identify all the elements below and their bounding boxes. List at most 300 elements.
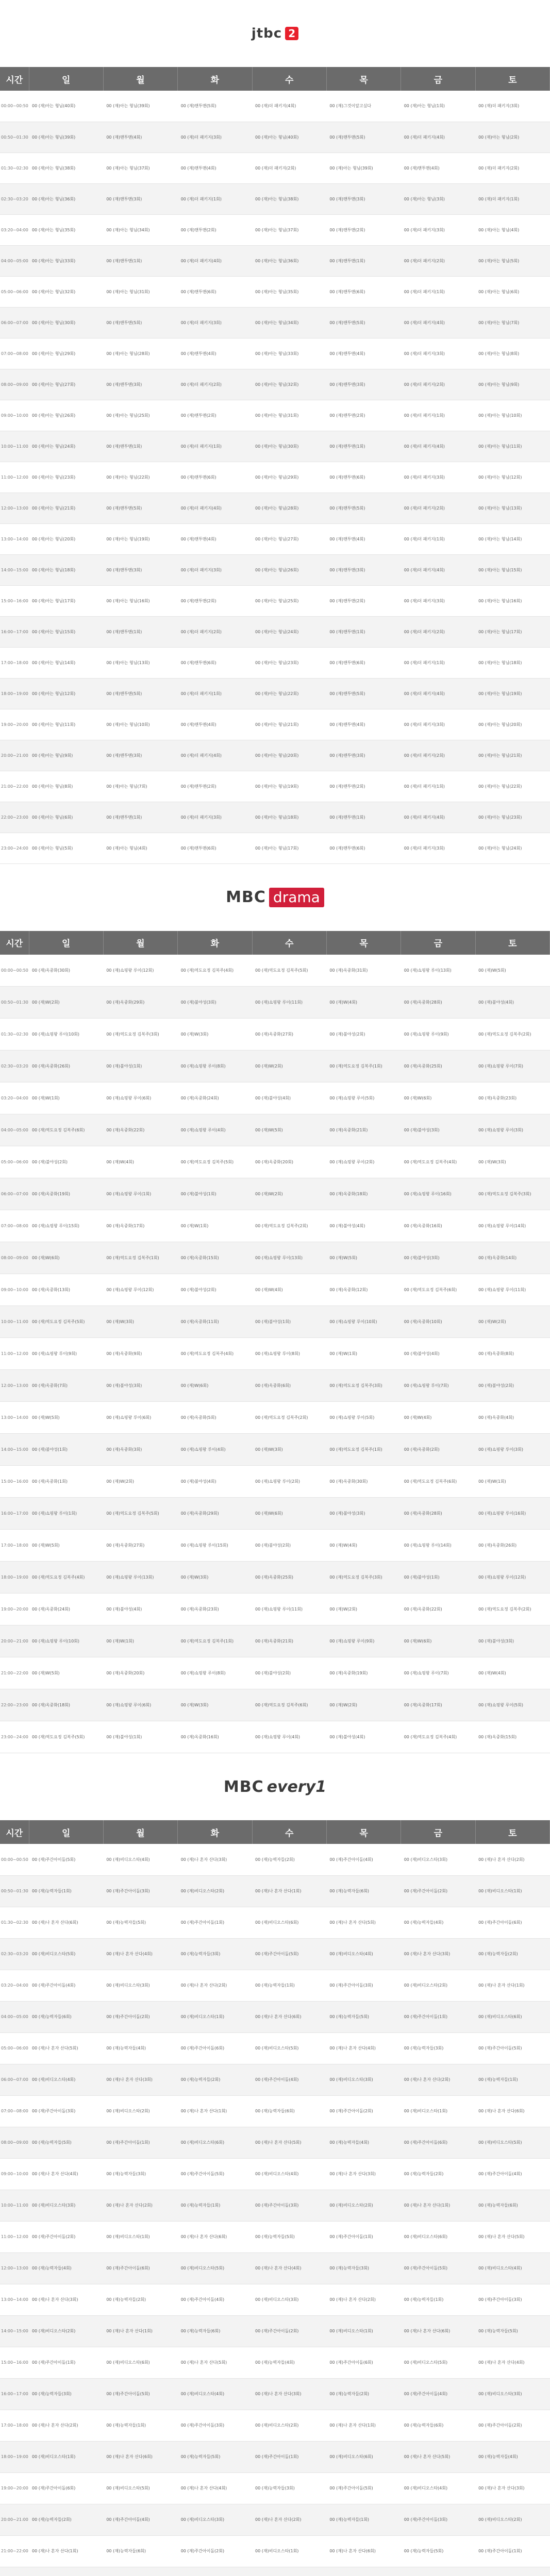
program-cell: 00 (재)맨투맨(3회) xyxy=(103,554,177,585)
time-cell: 19:00~20:00 xyxy=(0,1594,29,1625)
program-cell: 00 (재)불야성(1회) xyxy=(401,1562,475,1594)
time-cell: 19:00~20:00 xyxy=(0,709,29,740)
program-cell: 00 (재)아는 형님(5회) xyxy=(29,833,103,863)
program-cell: 00 (재)나 혼자 산다(2회) xyxy=(401,2064,475,2095)
program-cell: 00 (재)불야성(4회) xyxy=(103,1594,177,1625)
program-cell: 00 (재)쇼핑왕 루이(6회) xyxy=(103,1082,177,1114)
table-row xyxy=(0,1338,550,1370)
program-cell xyxy=(475,2567,549,2576)
program-cell: 00 (재)맨투맨(3회) xyxy=(326,554,401,585)
time-cell: 00:50~01:30 xyxy=(0,122,29,152)
program-cell: 00 (재)역도요정 김복주(3회) xyxy=(475,1178,549,1210)
program-cell: 00 (재)불야성(2회) xyxy=(252,1530,326,1562)
program-cell: 00 (재)주간아이돌(5회) xyxy=(401,2252,475,2284)
program-cell: 00 (재)옥중화(16회) xyxy=(401,1210,475,1242)
program-cell: 00 (재)능력자들(6회) xyxy=(252,2095,326,2127)
time-cell: 14:00~15:00 xyxy=(0,1434,29,1466)
program-cell: 00 (재)더 패키지(4회) xyxy=(401,122,475,152)
program-cell: 00 (재)나 혼자 산다(2회) xyxy=(252,2504,326,2535)
program-cell: 00 (재)옥중화(23회) xyxy=(475,1082,549,1114)
table-row xyxy=(0,2410,550,2441)
header-sat: 토 xyxy=(475,931,549,955)
program-cell: 00 (재)아는 형님(23회) xyxy=(29,462,103,493)
table-row xyxy=(0,833,550,863)
program-cell: 00 (재)쇼핑왕 루이(1회) xyxy=(29,1498,103,1530)
program-cell: 00 (재)아는 형님(24회) xyxy=(252,616,326,647)
program-cell: 00 (재)쇼핑왕 루이(13회) xyxy=(401,955,475,987)
table-row xyxy=(0,2001,550,2032)
program-cell: 00 (재)역도요정 김복주(6회) xyxy=(252,1689,326,1721)
program-cell: 00 (재)옥중화(26회) xyxy=(29,1050,103,1082)
program-cell: 00 (재)W(2회) xyxy=(326,1689,401,1721)
program-cell: 00 (재)쇼핑왕 루이(14회) xyxy=(475,1210,549,1242)
program-cell: 00 (재)비디오스타(3회) xyxy=(326,2064,401,2095)
program-cell: 00 (재)불야성(3회) xyxy=(401,1114,475,1146)
table-row xyxy=(0,1434,550,1466)
table-row xyxy=(0,1530,550,1562)
program-cell: 00 (재)비디오스타(2회) xyxy=(178,1875,252,1907)
program-cell: 00 (재)불야성(2회) xyxy=(252,1657,326,1689)
program-cell: 00 (재)비디오스타(1회) xyxy=(326,2315,401,2347)
time-cell: 10:00~11:00 xyxy=(0,1306,29,1338)
program-cell: 00 (재)나 혼자 산다(6회) xyxy=(178,2221,252,2252)
time-cell: 14:00~15:00 xyxy=(0,2315,29,2347)
program-cell: 00 (재)주간아이돌(5회) xyxy=(103,2378,177,2410)
program-cell: 00 (재)옥중화(12회) xyxy=(326,1274,401,1306)
program-cell xyxy=(103,2567,177,2576)
table-row xyxy=(0,802,550,833)
program-cell: 00 (재)아는 형님(28회) xyxy=(103,338,177,369)
program-cell: 00 (재)능력자들(3회) xyxy=(178,1938,252,1970)
program-cell: 00 (재)능력자들(3회) xyxy=(29,2378,103,2410)
header-sat: 토 xyxy=(475,1820,549,1844)
header-mon: 월 xyxy=(103,931,177,955)
program-cell: 00 (재)아는 형님(19회) xyxy=(252,771,326,802)
program-cell: 00 (재)더 패키지(2회) xyxy=(252,152,326,183)
program-cell: 00 (재)옥중화(1회) xyxy=(29,1466,103,1498)
schedule-body xyxy=(0,91,550,863)
program-cell: 00 (재)나 혼자 산다(3회) xyxy=(29,2284,103,2315)
program-cell: 00 (재)더 패키지(3회) xyxy=(178,307,252,338)
table-row xyxy=(0,1721,550,1753)
table-row xyxy=(0,1210,550,1242)
program-cell: 00 (재)맨투맨(2회) xyxy=(326,214,401,245)
program-cell: 00 (재)맨투맨(4회) xyxy=(326,523,401,554)
program-cell: 00 (재)W(5회) xyxy=(475,955,549,987)
program-cell: 00 (재)역도요정 김복주(2회) xyxy=(252,1210,326,1242)
program-cell: 00 (재)능력자들(5회) xyxy=(475,2315,549,2347)
table-row xyxy=(0,152,550,183)
time-cell: 05:00~06:00 xyxy=(0,276,29,307)
program-cell: 00 (재)더 패키지(3회) xyxy=(401,338,475,369)
time-cell: 09:00~10:00 xyxy=(0,400,29,431)
program-cell: 00 (재)맨투맨(1회) xyxy=(103,616,177,647)
program-cell: 00 (재)아는 형님(13회) xyxy=(475,493,549,523)
program-cell: 00 (재)쇼핑왕 루이(2회) xyxy=(252,1466,326,1498)
header-thu: 목 xyxy=(326,1820,401,1844)
table-row xyxy=(0,1082,550,1114)
program-cell: 00 (재)나 혼자 산다(3회) xyxy=(103,2064,177,2095)
program-cell: 00 (재)불야성(3회) xyxy=(326,1498,401,1530)
program-cell: 00 (재)역도요정 김복주(4회) xyxy=(178,955,252,987)
program-cell: 00 (재)능력자들(5회) xyxy=(29,2127,103,2158)
program-cell: 00 (재)옥중화(24회) xyxy=(29,1594,103,1625)
program-cell: 00 (재)옥중화(2회) xyxy=(401,1434,475,1466)
time-cell: 21:00~22:00 xyxy=(0,771,29,802)
program-cell: 00 (재)W(4회) xyxy=(401,1402,475,1434)
program-cell: 00 (재)아는 형님(8회) xyxy=(29,771,103,802)
program-cell: 00 (재)능력자들(5회) xyxy=(178,2441,252,2472)
program-cell: 00 (재)쇼핑왕 루이(7회) xyxy=(475,1050,549,1082)
program-cell: 00 (재)주간아이돌(1회) xyxy=(178,1907,252,1938)
program-cell: 00 (재)맨투맨(6회) xyxy=(326,833,401,863)
table-row xyxy=(0,2347,550,2378)
table-row xyxy=(0,2252,550,2284)
program-cell: 00 (재)주간아이돌(3회) xyxy=(252,2190,326,2221)
program-cell: 00 (재)W(6회) xyxy=(401,1625,475,1657)
program-cell: 00 (재)맨투맨(3회) xyxy=(103,183,177,214)
table-row xyxy=(0,1178,550,1210)
program-cell: 00 (재)주간아이돌(4회) xyxy=(29,1970,103,2001)
program-cell: 00 (재)비디오스타(5회) xyxy=(29,1938,103,1970)
program-cell: 00 (재)능력자들(6회) xyxy=(178,2315,252,2347)
program-cell: 00 (재)아는 형님(31회) xyxy=(252,400,326,431)
header-sat: 토 xyxy=(475,67,549,91)
program-cell: 00 (재)나 혼자 산다(1회) xyxy=(29,2535,103,2567)
program-cell: 00 (재)아는 형님(4회) xyxy=(475,214,549,245)
program-cell: 00 (재)역도요정 김복주(5회) xyxy=(29,1306,103,1338)
program-cell: 00 (재)맨투맨(4회) xyxy=(178,709,252,740)
program-cell: 00 (재)능력자들(5회) xyxy=(252,2221,326,2252)
program-cell: 00 (재)W(1회) xyxy=(326,1338,401,1370)
time-cell: 19:00~20:00 xyxy=(0,2472,29,2504)
program-cell: 00 (재)아는 형님(23회) xyxy=(252,647,326,678)
program-cell: 00 (재)아는 형님(32회) xyxy=(252,369,326,400)
program-cell: 00 (재)나 혼자 산다(2회) xyxy=(326,2284,401,2315)
program-cell: 00 (재)더 패키지(3회) xyxy=(475,91,549,122)
time-cell: 15:00~16:00 xyxy=(0,2347,29,2378)
program-cell: 00 (재)W(1회) xyxy=(29,1082,103,1114)
program-cell: 00 (재)아는 형님(35회) xyxy=(29,214,103,245)
program-cell: 00 (재)더 패키지(3회) xyxy=(401,214,475,245)
program-cell xyxy=(178,2567,252,2576)
program-cell: 00 (재)아는 형님(9회) xyxy=(475,369,549,400)
table-row xyxy=(0,1466,550,1498)
program-cell: 00 (재)나 혼자 산다(1회) xyxy=(475,1970,549,2001)
time-cell: 12:00~13:00 xyxy=(0,493,29,523)
time-cell: 08:00~09:00 xyxy=(0,369,29,400)
time-cell: 04:00~05:00 xyxy=(0,2001,29,2032)
program-cell: 00 (재)아는 형님(30회) xyxy=(252,431,326,462)
program-cell: 00 (재)W(6회) xyxy=(252,1498,326,1530)
program-cell: 00 (재)W(2회) xyxy=(475,1306,549,1338)
time-cell: 09:00~10:00 xyxy=(0,2158,29,2190)
program-cell: 00 (재)아는 형님(15회) xyxy=(29,616,103,647)
header-wed: 수 xyxy=(252,931,326,955)
program-cell: 00 (재)비디오스타(4회) xyxy=(326,1938,401,1970)
table-row xyxy=(0,1625,550,1657)
program-cell: 00 (재)더 패키지(4회) xyxy=(401,307,475,338)
program-cell xyxy=(326,2567,401,2576)
program-cell: 00 (재)W(4회) xyxy=(326,987,401,1019)
program-cell: 00 (재)주간아이돌(4회) xyxy=(326,1844,401,1875)
time-cell: 08:00~09:00 xyxy=(0,2127,29,2158)
header-thu: 목 xyxy=(326,67,401,91)
program-cell: 00 (재)비디오스타(4회) xyxy=(178,2378,252,2410)
program-cell: 00 (재)맨투맨(5회) xyxy=(103,678,177,709)
program-cell: 00 (재)주간아이돌(5회) xyxy=(475,2032,549,2064)
program-cell: 00 (재)W(2회) xyxy=(326,1594,401,1625)
program-cell: 00 (재)아는 형님(5회) xyxy=(475,245,549,276)
program-cell: 00 (재)W(5회) xyxy=(252,1114,326,1146)
program-cell: 00 (재)맨투맨(2회) xyxy=(326,771,401,802)
program-cell: 00 (재)주간아이돌(1회) xyxy=(326,2221,401,2252)
program-cell: 00 (재)맨투맨(1회) xyxy=(103,802,177,833)
program-cell: 00 (재)불야성(4회) xyxy=(252,1082,326,1114)
program-cell: 00 (재)W(6회) xyxy=(29,1242,103,1274)
program-cell: 00 (재)역도요정 김복주(4회) xyxy=(29,1562,103,1594)
table-row xyxy=(0,369,550,400)
program-cell: 00 (재)쇼핑왕 루이(15회) xyxy=(178,1530,252,1562)
program-cell: 00 (재)주간아이돌(5회) xyxy=(29,1844,103,1875)
program-cell: 00 (재)불야성(1회) xyxy=(103,1721,177,1753)
program-cell: 00 (재)더 패키지(2회) xyxy=(401,369,475,400)
program-cell: 00 (재)아는 형님(8회) xyxy=(475,338,549,369)
program-cell: 00 (재)능력자들(2회) xyxy=(103,2284,177,2315)
program-cell: 00 (재)아는 형님(40회) xyxy=(29,91,103,122)
program-cell: 00 (재)아는 형님(38회) xyxy=(29,152,103,183)
program-cell: 00 (재)W(3회) xyxy=(178,1562,252,1594)
table-row xyxy=(0,2378,550,2410)
table-row xyxy=(0,122,550,152)
program-cell: 00 (재)맨투맨(5회) xyxy=(326,493,401,523)
program-cell: 00 (재)비디오스타(2회) xyxy=(252,2410,326,2441)
table-row xyxy=(0,523,550,554)
table-row xyxy=(0,1594,550,1625)
program-cell: 00 (재)아는 형님(23회) xyxy=(475,802,549,833)
program-cell: 00 (재)아는 형님(19회) xyxy=(103,523,177,554)
program-cell: 00 (재)역도요정 김복주(6회) xyxy=(401,1274,475,1306)
program-cell: 00 (재)더 패키지(1회) xyxy=(401,276,475,307)
program-cell: 00 (재)아는 형님(40회) xyxy=(252,122,326,152)
program-cell: 00 (재)아는 형님(39회) xyxy=(326,152,401,183)
header-mon: 월 xyxy=(103,1820,177,1844)
program-cell: 00 (재)더 패키지(2회) xyxy=(401,616,475,647)
program-cell: 00 (재)주간아이돌(3회) xyxy=(103,1875,177,1907)
program-cell: 00 (재)맨투맨(2회) xyxy=(326,585,401,616)
program-cell: 00 (재)쇼핑왕 루이(10회) xyxy=(29,1625,103,1657)
program-cell: 00 (재)아는 형님(29회) xyxy=(252,462,326,493)
table-row xyxy=(0,1370,550,1402)
time-cell: 07:00~08:00 xyxy=(0,338,29,369)
program-cell: 00 (재)능력자들(2회) xyxy=(401,2158,475,2190)
program-cell: 00 (재)옥중화(11회) xyxy=(178,1306,252,1338)
program-cell: 00 (재)역도요정 김복주(3회) xyxy=(326,1562,401,1594)
logo-brand: MBC xyxy=(223,1777,264,1796)
program-cell: 00 (재)더 패키지(3회) xyxy=(401,585,475,616)
program-cell: 00 (재)주간아이돌(1회) xyxy=(252,2441,326,2472)
program-cell: 00 (재)더 패키지(3회) xyxy=(178,122,252,152)
table-row xyxy=(0,2221,550,2252)
table-row xyxy=(0,1050,550,1082)
program-cell: 00 (재)능력자들(4회) xyxy=(103,2032,177,2064)
table-row xyxy=(0,740,550,771)
program-cell: 00 (재)역도요정 김복주(6회) xyxy=(401,1466,475,1498)
table-row xyxy=(0,2315,550,2347)
table-row xyxy=(0,2284,550,2315)
program-cell: 00 (재)비디오스타(6회) xyxy=(475,2001,549,2032)
time-cell: 21:00~22:00 xyxy=(0,1657,29,1689)
program-cell: 00 (재)옥중화(22회) xyxy=(401,1594,475,1625)
program-cell: 00 (재)쇼핑왕 루이(11회) xyxy=(252,987,326,1019)
time-cell xyxy=(0,2567,29,2576)
time-cell: 01:30~02:30 xyxy=(0,152,29,183)
program-cell: 00 (재)아는 형님(20회) xyxy=(29,523,103,554)
program-cell: 00 (재)W(5회) xyxy=(29,1657,103,1689)
program-cell: 00 (재)쇼핑왕 루이(9회) xyxy=(29,1338,103,1370)
header-tue: 화 xyxy=(178,1820,252,1844)
program-cell: 00 (재)더 패키지(2회) xyxy=(475,152,549,183)
time-cell: 02:30~03:20 xyxy=(0,1050,29,1082)
program-cell: 00 (재)비디오스타(6회) xyxy=(252,1907,326,1938)
program-cell: 00 (재)나 혼자 산다(1회) xyxy=(178,2095,252,2127)
program-cell: 00 (재)쇼핑왕 루이(3회) xyxy=(475,1114,549,1146)
program-cell: 00 (재)아는 형님(13회) xyxy=(103,647,177,678)
logo-brand: jtbc xyxy=(251,26,282,41)
program-cell: 00 (재)맨투맨(6회) xyxy=(178,647,252,678)
header-fri: 금 xyxy=(401,931,475,955)
program-cell: 00 (재)W(3회) xyxy=(103,1306,177,1338)
time-cell: 21:00~22:00 xyxy=(0,2535,29,2567)
program-cell: 00 (재)나 혼자 산다(5회) xyxy=(178,2347,252,2378)
program-cell: 00 (재)쇼핑왕 루이(8회) xyxy=(178,1050,252,1082)
program-cell: 00 (재)나 혼자 산다(1회) xyxy=(326,2410,401,2441)
program-cell: 00 (재)불야성(4회) xyxy=(178,1466,252,1498)
time-cell: 11:00~12:00 xyxy=(0,462,29,493)
program-cell: 00 (재)쇼핑왕 루이(12회) xyxy=(103,955,177,987)
time-cell: 12:00~13:00 xyxy=(0,2252,29,2284)
program-cell: 00 (재)맨투맨(5회) xyxy=(103,307,177,338)
program-cell: 00 (재)맨투맨(1회) xyxy=(326,431,401,462)
time-cell: 04:00~05:00 xyxy=(0,1114,29,1146)
program-cell: 00 (재)주간아이돌(1회) xyxy=(401,2001,475,2032)
program-cell: 00 (재)옥중화(10회) xyxy=(401,1306,475,1338)
program-cell: 00 (재)비디오스타(5회) xyxy=(475,2127,549,2158)
program-cell: 00 (재)더 패키지(1회) xyxy=(178,431,252,462)
header-sun: 일 xyxy=(29,931,103,955)
program-cell xyxy=(252,2567,326,2576)
time-cell: 13:00~14:00 xyxy=(0,523,29,554)
table-row xyxy=(0,1306,550,1338)
program-cell: 00 (재)아는 형님(17회) xyxy=(252,833,326,863)
program-cell: 00 (재)더 패키지(4회) xyxy=(178,740,252,771)
program-cell: 00 (재)나 혼자 산다(6회) xyxy=(326,2535,401,2567)
channel-logo-area xyxy=(0,1753,550,1820)
program-cell: 00 (재)아는 형님(35회) xyxy=(252,276,326,307)
program-cell: 00 (재)주간아이돌(3회) xyxy=(475,2284,549,2315)
time-cell: 06:00~07:00 xyxy=(0,2064,29,2095)
table-row xyxy=(0,678,550,709)
program-cell: 00 (재)아는 형님(22회) xyxy=(252,678,326,709)
program-cell: 00 (재)맨투맨(4회) xyxy=(326,709,401,740)
logo-brand: MBC xyxy=(226,888,266,906)
program-cell: 00 (재)비디오스타(6회) xyxy=(401,2221,475,2252)
time-cell: 18:00~19:00 xyxy=(0,2441,29,2472)
program-cell: 00 (재)주간아이돌(5회) xyxy=(326,2472,401,2504)
program-cell: 00 (재)나 혼자 산다(3회) xyxy=(252,2378,326,2410)
program-cell: 00 (재)아는 형님(25회) xyxy=(103,400,177,431)
program-cell: 00 (재)아는 형님(39회) xyxy=(29,122,103,152)
schedule-table xyxy=(0,931,550,1754)
header-time: 시간 xyxy=(0,931,29,955)
program-cell: 00 (재)주간아이돌(2회) xyxy=(103,2001,177,2032)
program-cell: 00 (재)나 혼자 산다(4회) xyxy=(178,2472,252,2504)
program-cell: 00 (재)아는 형님(18회) xyxy=(252,802,326,833)
program-cell: 00 (재)불야성(3회) xyxy=(475,1625,549,1657)
program-cell: 00 (재)주간아이돌(6회) xyxy=(103,2252,177,2284)
table-row xyxy=(0,431,550,462)
schedule-header-row xyxy=(0,67,550,91)
table-row xyxy=(0,955,550,987)
program-cell: 00 (재)옥중화(6회) xyxy=(252,1370,326,1402)
program-cell: 00 (재)W(5회) xyxy=(326,1242,401,1274)
program-cell: 00 (재)역도요정 김복주(3회) xyxy=(326,1370,401,1402)
program-cell: 00 (재)아는 형님(20회) xyxy=(252,740,326,771)
program-cell: 00 (재)아는 형님(27회) xyxy=(29,369,103,400)
table-row xyxy=(0,2567,550,2576)
mbc-drama-logo xyxy=(226,888,324,907)
schedule-section-mbc-drama xyxy=(0,864,550,1754)
program-cell: 00 (재)아는 형님(2회) xyxy=(475,122,549,152)
table-row xyxy=(0,554,550,585)
program-cell: 00 (재)옥중화(8회) xyxy=(475,1338,549,1370)
program-cell: 00 (재)비디오스타(4회) xyxy=(475,2252,549,2284)
program-cell: 00 (재)더 패키지(4회) xyxy=(401,678,475,709)
program-cell: 00 (재)불야성(1회) xyxy=(178,1178,252,1210)
program-cell: 00 (재)맨투맨(2회) xyxy=(178,585,252,616)
table-row xyxy=(0,245,550,276)
program-cell: 00 (재)아는 형님(12회) xyxy=(29,678,103,709)
program-cell: 00 (재)아는 형님(4회) xyxy=(103,833,177,863)
program-cell: 00 (재)비디오스타(5회) xyxy=(103,2472,177,2504)
program-cell: 00 (재)옥중화(27회) xyxy=(103,1530,177,1562)
program-cell xyxy=(29,2567,103,2576)
program-cell: 00 (재)더 패키지(1회) xyxy=(401,647,475,678)
program-cell: 00 (재)나 혼자 산다(5회) xyxy=(29,2032,103,2064)
table-row xyxy=(0,214,550,245)
program-cell: 00 (재)비디오스타(3회) xyxy=(103,1970,177,2001)
program-cell: 00 (재)W(6회) xyxy=(401,1082,475,1114)
program-cell: 00 (재)아는 형님(17회) xyxy=(29,585,103,616)
program-cell: 00 (재)옥중화(27회) xyxy=(252,1019,326,1050)
program-cell: 00 (재)주간아이돌(2회) xyxy=(252,2315,326,2347)
program-cell: 00 (재)쇼핑왕 루이(8회) xyxy=(178,1657,252,1689)
program-cell: 00 (재)더 패키지(1회) xyxy=(401,771,475,802)
time-cell: 20:00~21:00 xyxy=(0,1625,29,1657)
program-cell: 00 (재)W(1회) xyxy=(475,1466,549,1498)
program-cell: 00 (재)비디오스타(3회) xyxy=(401,1844,475,1875)
program-cell: 00 (재)능력자들(6회) xyxy=(401,2410,475,2441)
program-cell: 00 (재)나 혼자 산다(3회) xyxy=(401,1938,475,1970)
program-cell: 00 (재)아는 형님(25회) xyxy=(252,585,326,616)
time-cell: 13:00~14:00 xyxy=(0,2284,29,2315)
schedule-section-jtbc2 xyxy=(0,0,550,864)
program-cell: 00 (재)맨투맨(5회) xyxy=(103,493,177,523)
program-cell: 00 (재)능력자들(4회) xyxy=(29,2252,103,2284)
logo-sub: every1 xyxy=(266,1777,327,1796)
program-cell: 00 (재)불야성(2회) xyxy=(326,1019,401,1050)
program-cell: 00 (재)아는 형님(6회) xyxy=(475,276,549,307)
